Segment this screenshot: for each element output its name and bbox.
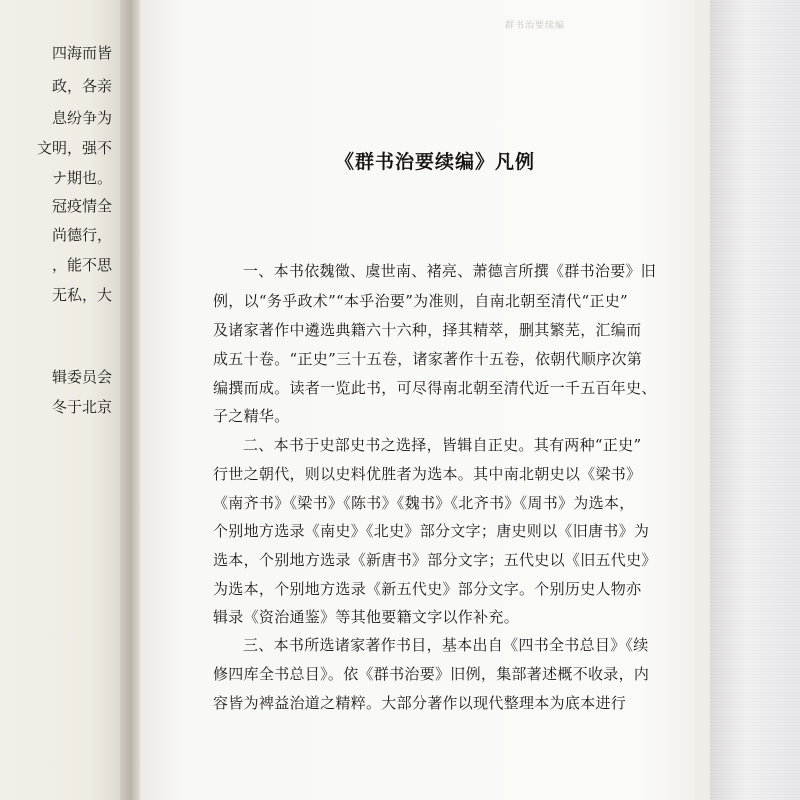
left-page-line: 冠疫情全 xyxy=(51,197,112,215)
left-page-line: 无私，大 xyxy=(51,286,112,304)
left-page-line: 尚德行， xyxy=(51,226,112,244)
paragraph-line: 行世之朝代，则以史料优胜者为选本。其中南北朝史以《梁书》 xyxy=(213,465,642,483)
paragraph-line: 容皆为裨益治道之精粹。大部分著作以现代整理本为底本进行 xyxy=(213,694,627,712)
paragraph-line: 三、本书所选诸家著作书目，基本出自《四书全书总目》《续 xyxy=(243,636,649,654)
left-page-line: 文明，强不 xyxy=(36,139,112,157)
left-page xyxy=(0,0,128,800)
paragraph-line: 及诸家著作中遴选典籍六十六种，择其精萃，删其繁芜，汇编而 xyxy=(213,321,642,339)
paragraph-line: 一、本书依魏徵、虞世南、褚亮、萧德言所撰《群书治要》旧 xyxy=(243,262,657,280)
paragraph-line: 子之精华。 xyxy=(213,407,290,425)
left-page-line: ，能不思 xyxy=(51,256,112,274)
paragraph-line: 《南齐书》《梁书》《陈书》《魏书》《北齐书》《周书》为选本， xyxy=(213,494,635,512)
paragraph-line: 个别地方选录《南史》《北史》部分文字；唐史则以《旧唐书》为 xyxy=(213,522,650,540)
left-page-line: 政，各亲 xyxy=(51,77,112,95)
left-page-line: 辑委员会 xyxy=(51,368,112,386)
paragraph-line: 编撰而成。读者一览此书，可尽得南北朝至清代近一千五百年史、 xyxy=(213,379,657,397)
running-header: 群书治要续编 xyxy=(505,21,566,31)
paragraph-line: 修四库全书总目》。依《群书治要》旧例，集部著述概不收录，内 xyxy=(213,665,650,683)
left-page-line: 息纷争为 xyxy=(51,109,112,127)
left-page-line: 冬于北京 xyxy=(51,398,112,416)
paragraph-line: 为选本，个别地方选录《新五代史》部分文字。个别历史人物亦 xyxy=(213,580,642,598)
left-page-line: 四海而皆 xyxy=(51,44,112,62)
paragraph-line: 辑录《资治通鉴》等其他要籍文字以作补充。 xyxy=(213,608,520,626)
paragraph-line: 二、本书于史部史书之选择，皆辑自正史。其有两种“正史” xyxy=(243,436,642,454)
book-cover xyxy=(710,0,800,800)
document-title: 《群书治要续编》凡例 xyxy=(335,151,536,173)
paragraph-line: 成五十卷。“正史”三十五卷，诸家著作十五卷，依朝代顺序次第 xyxy=(213,350,643,368)
paragraph-line: 例，以“务乎政术”“本乎治要”为准则，自南北朝至清代“正史” xyxy=(213,292,629,310)
paragraph-line: 选本，个别地方选录《新唐书》部分文字；五代史以《旧五代史》 xyxy=(213,551,657,569)
left-page-line: ナ期也。 xyxy=(51,169,112,187)
